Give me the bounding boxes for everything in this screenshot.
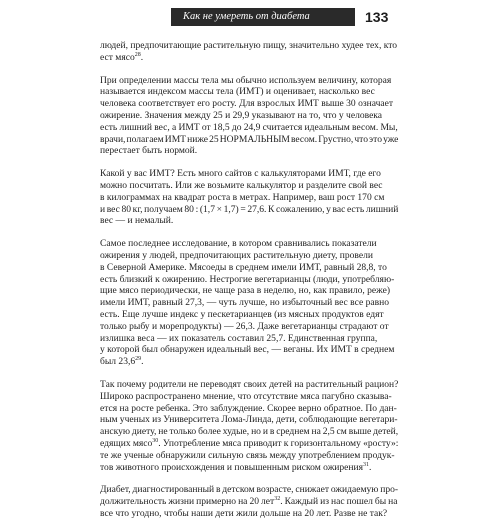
- footnote-ref: 32: [274, 495, 281, 502]
- paragraph-4: [100, 238, 398, 368]
- text-line: вес — и немалый.: [100, 215, 174, 227]
- text-line: перестает быть нормой.: [100, 145, 198, 157]
- footnote-ref: 29: [135, 355, 142, 362]
- text-line: тов животного происхождения и повышенным риском ожирения$^{31}$.: [100, 461, 372, 473]
- paragraph-5: [100, 379, 398, 473]
- text-line: у которой был обнаружен идеальный вес, — веганы. Их ИМТ в среднем: [100, 344, 395, 356]
- text-line: и вес 80 кг, получаем 80 : (1,7 × 1,7) = 27,6. К сожалению, у вас есть лишний: [100, 203, 399, 215]
- body-text: [100, 40, 398, 520]
- text-line: есть лишний вес, а ИМТ от 18,5 до 24,9 считается идеальным весом. Мы,: [100, 121, 398, 133]
- footnote-ref: 31: [363, 461, 370, 468]
- text-line: в Северной Америке. Мясоеды в среднем имели ИМТ, равный 28,8, то: [100, 261, 387, 273]
- text-line: ест мясо$^{28}$.: [100, 51, 144, 63]
- paragraph-3: [100, 168, 398, 227]
- text-line: Широко распространено мнение, что отсутствие мяса пагубно сказыва-: [100, 390, 392, 402]
- text-line: все что угодно, чтобы наши дети жили дольше на 20 лет. Разве не так?: [100, 507, 388, 519]
- text-line: называется индексом массы тела (ИМТ) и оценивает, насколько вес: [100, 86, 375, 98]
- footnote-ref: 30: [152, 437, 159, 444]
- text-line: Диабет, диагностированный в детском возрасте, снижает ожидаемую про-: [100, 484, 399, 496]
- paragraph-2: [100, 75, 398, 158]
- text-line: те же ученые обнаружили сильную связь между употреблением продук-: [100, 449, 395, 461]
- footnote-ref: 28: [134, 51, 141, 58]
- text-line: есть близкий к ожирению. Нестрогие вегетарианцы (люди, употребляю-: [100, 273, 395, 285]
- text-line: врачи, полагаем ИМТ ниже 25 НОРМАЛЬНЫМ весом. Грустно, что это уже: [100, 133, 399, 145]
- text-line: людей, предпочитающие растительную пищу, значительно худее тех, кто: [100, 40, 398, 51]
- text-line: можно посчитать. Или же возьмите калькулятор и разделите свой вес: [100, 179, 383, 191]
- text-line: ожирения у людей, предпочитающих растительную диету, провели: [100, 249, 373, 261]
- text-line: Самое последнее исследование, в котором сравнивались показатели: [100, 238, 377, 250]
- page-number: 133: [365, 9, 389, 25]
- text-line: только рыбу и морепродукты) — 26,3. Даже вегетарианцы страдают от: [100, 320, 389, 332]
- text-line: Какой у вас ИМТ? Есть много сайтов с калькуляторами ИМТ, где его: [100, 168, 381, 180]
- text-line: щие мясо периодически, не чаще раза в неделю, но, как правило, реже): [100, 285, 391, 297]
- paragraph-1: [100, 40, 398, 64]
- text-line: ожирение. Значения между 25 и 29,9 указывают на то, что у человека: [100, 109, 383, 121]
- text-line: анскую диету, не только более худые, но и в среднем на 2,5 см выше детей,: [100, 426, 399, 438]
- text-line: в килограммах на квадрат роста в метрах. Например, ваш рост 170 см: [100, 191, 385, 203]
- text-line: был 23,6$^{29}$.: [100, 355, 144, 368]
- running-header: Как не умереть от диабета: [171, 8, 355, 26]
- text-line: едящих мясо$^{30}$. Употребление мяса приводит к горизонтальному «росту»:: [100, 437, 399, 449]
- text-line: имели ИМТ, равный 27,3, — чуть лучше, но избыточный вес все равно: [100, 297, 390, 309]
- text-line: Так почему родители не переводят своих детей на растительный рацион?: [100, 378, 399, 390]
- text-line: есть. Еще лучше индекс у пескетарианцев (из мясных продуктов едят: [100, 308, 384, 320]
- text-line: человека соответствует его росту. Для взрослых ИМТ выше 30 означает: [100, 98, 394, 110]
- text-line: излишка веса — их показатель составил 25,7. Единственная группа,: [100, 332, 378, 344]
- text-line: ным ученых из Университета Лома-Линда, дети, соблюдающие вегетари-: [100, 414, 398, 426]
- text-line: должительность жизни примерно на 20 лет$^{32}$. Каждый из нас пошел бы на: [100, 495, 398, 508]
- paragraph-6: [100, 484, 398, 519]
- text-line: ется на росте ребенка. Это заблуждение. Скорее верно обратное. По дан-: [100, 402, 397, 414]
- text-line: При определении массы тела мы обычно используем величину, которая: [100, 74, 392, 86]
